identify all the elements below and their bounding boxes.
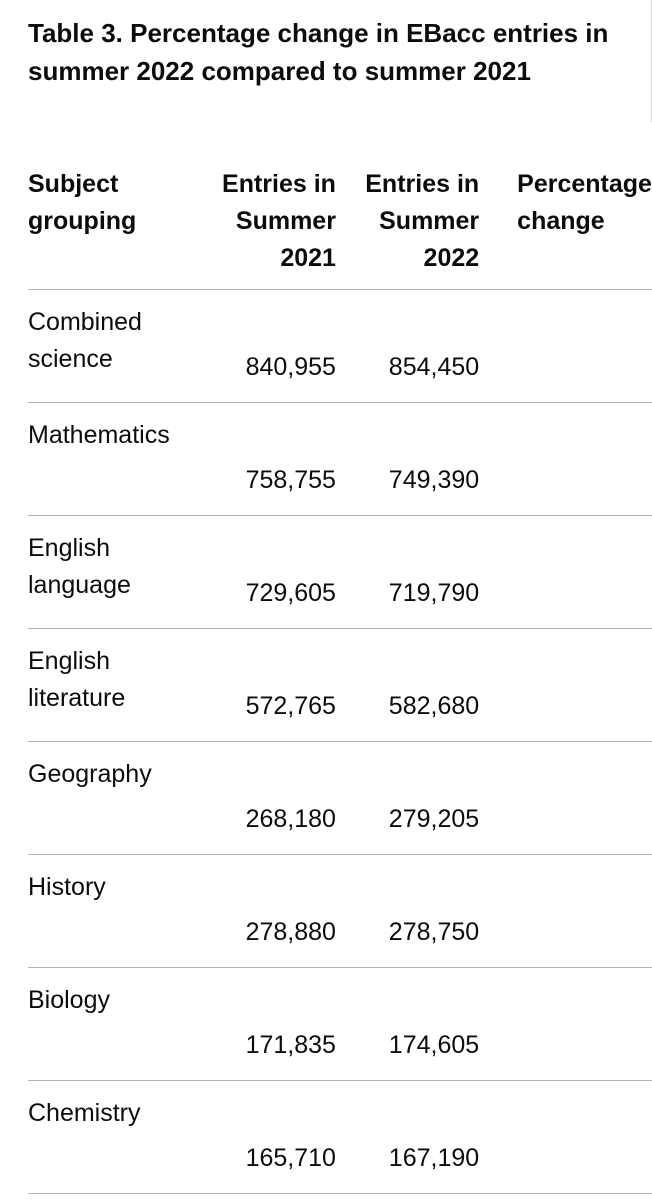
table-row <box>28 968 652 1081</box>
percentage-change-cell <box>479 629 652 742</box>
table-header <box>28 164 652 290</box>
entries-2022-cell: 749,390 <box>336 403 479 516</box>
subject-cell: Biology <box>28 968 211 1081</box>
header-entries-2021[interactable]: Entries in Summer 2021 <box>211 164 336 290</box>
entries-2021-cell: 278,880 <box>211 855 336 968</box>
entries-2021-cell: 268,180 <box>211 742 336 855</box>
header-entries-2022[interactable]: Entries in Summer 2022 <box>336 164 479 290</box>
subject-cell: Geography <box>28 742 211 855</box>
percentage-change-cell <box>479 968 652 1081</box>
table-row <box>28 1081 652 1194</box>
subject-cell: Mathematics <box>28 403 211 516</box>
table-row <box>28 516 652 629</box>
entries-2022-cell: 167,190 <box>336 1081 479 1194</box>
table-row <box>28 855 652 968</box>
table-row <box>28 742 652 855</box>
table-row <box>28 629 652 742</box>
entries-2021-cell: 165,710 <box>211 1081 336 1194</box>
entries-2022-cell: 582,680 <box>336 629 479 742</box>
subject-cell: History <box>28 855 211 968</box>
table-row <box>28 290 652 403</box>
percentage-change-cell <box>479 1081 652 1194</box>
percentage-change-cell <box>479 855 652 968</box>
percentage-change-cell <box>479 403 652 516</box>
entries-2021-cell: 572,765 <box>211 629 336 742</box>
table-body <box>28 290 652 1194</box>
entries-2021-cell: 758,755 <box>211 403 336 516</box>
table-caption: Table 3. Percentage change in EBacc entries in summer 2022 compared to summer 2021 <box>28 18 609 86</box>
percentage-change-cell <box>479 290 652 403</box>
percentage-change-cell <box>479 516 652 629</box>
entries-2022-cell: 719,790 <box>336 516 479 629</box>
entries-2022-cell: 279,205 <box>336 742 479 855</box>
entries-2021-cell: 729,605 <box>211 516 336 629</box>
table-row <box>28 403 652 516</box>
header-subject-grouping[interactable]: Subject grouping <box>28 164 211 290</box>
subject-cell: Chemistry <box>28 1081 211 1194</box>
subject-cell: Combined science <box>28 290 211 403</box>
percentage-change-cell <box>479 742 652 855</box>
subject-cell: English language <box>28 516 211 629</box>
entries-2022-cell: 278,750 <box>336 855 479 968</box>
entries-2022-cell: 854,450 <box>336 290 479 403</box>
header-row <box>28 164 652 290</box>
entries-2021-cell: 171,835 <box>211 968 336 1081</box>
ebacc-entries-table[interactable] <box>28 164 652 1194</box>
entries-2021-cell: 840,955 <box>211 290 336 403</box>
entries-2022-cell: 174,605 <box>336 968 479 1081</box>
header-percentage-change[interactable]: Percentage change <box>479 164 652 290</box>
subject-cell: English literature <box>28 629 211 742</box>
